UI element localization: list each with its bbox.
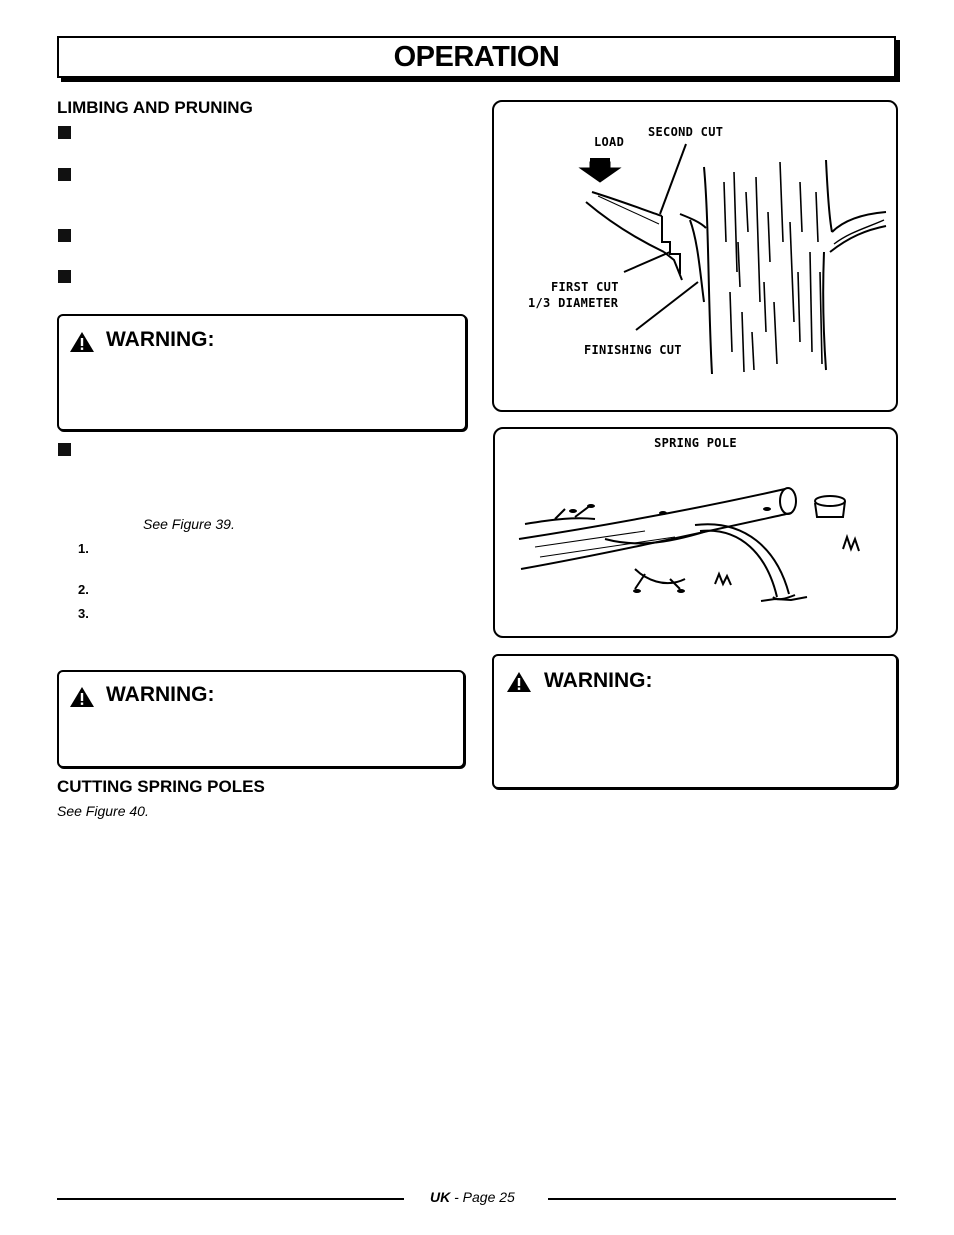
label-spring-pole: SPRING POLE bbox=[654, 436, 737, 450]
warning-box-1 bbox=[57, 314, 467, 431]
limbing-heading: LIMBING AND PRUNING bbox=[57, 98, 253, 117]
warning-triangle-icon bbox=[69, 686, 95, 708]
warning-title-2: WARNING: bbox=[106, 683, 215, 706]
spring-pole-illustration bbox=[495, 429, 896, 636]
warning-title-1: WARNING: bbox=[106, 328, 215, 351]
see-figure-40: See Figure 40. bbox=[57, 803, 149, 819]
warning-triangle-icon bbox=[506, 671, 532, 693]
step-3: 3. bbox=[78, 606, 89, 621]
warning-triangle-icon bbox=[69, 331, 95, 353]
footer-page: - Page 25 bbox=[450, 1189, 515, 1205]
bullet-2 bbox=[58, 168, 71, 181]
bullet-1 bbox=[58, 126, 71, 139]
step-1: 1. bbox=[78, 541, 89, 556]
figure-39-box bbox=[492, 100, 898, 412]
footer-rule-left bbox=[57, 1198, 404, 1200]
see-figure-39: See Figure 39. bbox=[143, 516, 235, 532]
page-title: OPERATION bbox=[393, 41, 560, 73]
label-one-third-diameter: 1/3 DIAMETER bbox=[528, 296, 619, 310]
warning-box-3 bbox=[492, 654, 898, 789]
label-load: LOAD bbox=[594, 135, 625, 149]
label-finishing-cut: FINISHING CUT bbox=[584, 343, 682, 357]
footer-rule-right bbox=[548, 1198, 896, 1200]
spring-poles-heading: CUTTING SPRING POLES bbox=[57, 777, 265, 796]
page-number bbox=[430, 1189, 515, 1205]
warning-box-2 bbox=[57, 670, 465, 768]
limb-cut-illustration bbox=[494, 102, 896, 410]
label-first-cut: FIRST CUT bbox=[551, 280, 619, 294]
footer-region: UK bbox=[430, 1189, 451, 1205]
bullet-3 bbox=[58, 229, 71, 242]
warning-title-3: WARNING: bbox=[544, 669, 653, 692]
bullet-4 bbox=[58, 270, 71, 283]
figure-40-box bbox=[493, 427, 898, 638]
label-second-cut: SECOND CUT bbox=[648, 125, 724, 139]
page-header bbox=[57, 36, 896, 78]
step-2: 2. bbox=[78, 582, 89, 597]
bullet-5 bbox=[58, 443, 71, 456]
